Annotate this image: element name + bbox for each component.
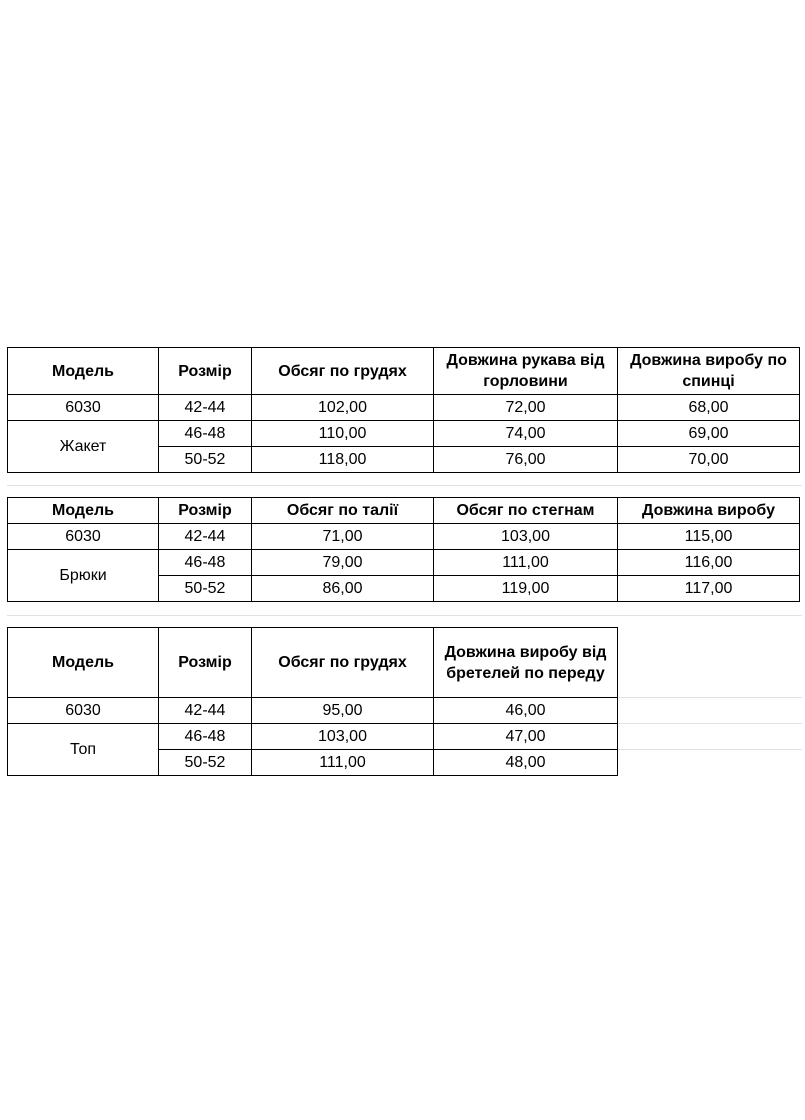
table-row (8, 395, 800, 421)
value-cell: 46,00 (434, 698, 618, 724)
size-cell: 42-44 (159, 524, 252, 550)
size-cell: 46-48 (159, 550, 252, 576)
header-chest: Обсяг по грудях (252, 348, 434, 395)
table-row (8, 524, 800, 550)
value-cell: 115,00 (618, 524, 800, 550)
gridline (7, 615, 802, 616)
size-cell: 46-48 (159, 421, 252, 447)
gridline (7, 485, 802, 486)
size-cell: 50-52 (159, 750, 252, 776)
table-row (8, 550, 800, 576)
header-chest: Обсяг по грудях (252, 628, 434, 698)
value-cell: 79,00 (252, 550, 434, 576)
header-model: Модель (8, 628, 159, 698)
table-row (8, 724, 618, 750)
size-cell: 50-52 (159, 447, 252, 473)
value-cell: 68,00 (618, 395, 800, 421)
header-model: Модель (8, 348, 159, 395)
top-size-table (7, 627, 618, 776)
value-cell: 71,00 (252, 524, 434, 550)
value-cell: 118,00 (252, 447, 434, 473)
header-hips: Обсяг по стегнам (434, 498, 618, 524)
header-size: Розмір (159, 628, 252, 698)
header-size: Розмір (159, 348, 252, 395)
value-cell: 70,00 (618, 447, 800, 473)
value-cell: 95,00 (252, 698, 434, 724)
value-cell: 119,00 (434, 576, 618, 602)
size-cell: 42-44 (159, 395, 252, 421)
model-name: Жакет (8, 421, 159, 473)
gridline (616, 749, 802, 750)
model-code: 6030 (8, 698, 159, 724)
value-cell: 48,00 (434, 750, 618, 776)
size-cell: 42-44 (159, 698, 252, 724)
jacket-size-table (7, 347, 800, 473)
size-cell: 50-52 (159, 576, 252, 602)
header-model: Модель (8, 498, 159, 524)
table-header-row (8, 498, 800, 524)
value-cell: 110,00 (252, 421, 434, 447)
header-back-length: Довжина виробу по спинці (618, 348, 800, 395)
header-waist: Обсяг по талії (252, 498, 434, 524)
gridline (616, 723, 802, 724)
header-size: Розмір (159, 498, 252, 524)
value-cell: 102,00 (252, 395, 434, 421)
table-header-row (8, 348, 800, 395)
value-cell: 116,00 (618, 550, 800, 576)
value-cell: 111,00 (252, 750, 434, 776)
value-cell: 74,00 (434, 421, 618, 447)
value-cell: 47,00 (434, 724, 618, 750)
size-cell: 46-48 (159, 724, 252, 750)
value-cell: 103,00 (434, 524, 618, 550)
value-cell: 111,00 (434, 550, 618, 576)
table-header-row (8, 628, 618, 698)
header-length: Довжина виробу (618, 498, 800, 524)
model-code: 6030 (8, 524, 159, 550)
trousers-size-table (7, 497, 800, 602)
table-row (8, 698, 618, 724)
header-sleeve-length: Довжина рукава від горловини (434, 348, 618, 395)
value-cell: 86,00 (252, 576, 434, 602)
model-name: Топ (8, 724, 159, 776)
model-code: 6030 (8, 395, 159, 421)
value-cell: 103,00 (252, 724, 434, 750)
model-name: Брюки (8, 550, 159, 602)
header-strap-length: Довжина виробу від бретелей по переду (434, 628, 618, 698)
table-row (8, 421, 800, 447)
gridline (616, 697, 802, 698)
value-cell: 69,00 (618, 421, 800, 447)
value-cell: 117,00 (618, 576, 800, 602)
value-cell: 72,00 (434, 395, 618, 421)
value-cell: 76,00 (434, 447, 618, 473)
